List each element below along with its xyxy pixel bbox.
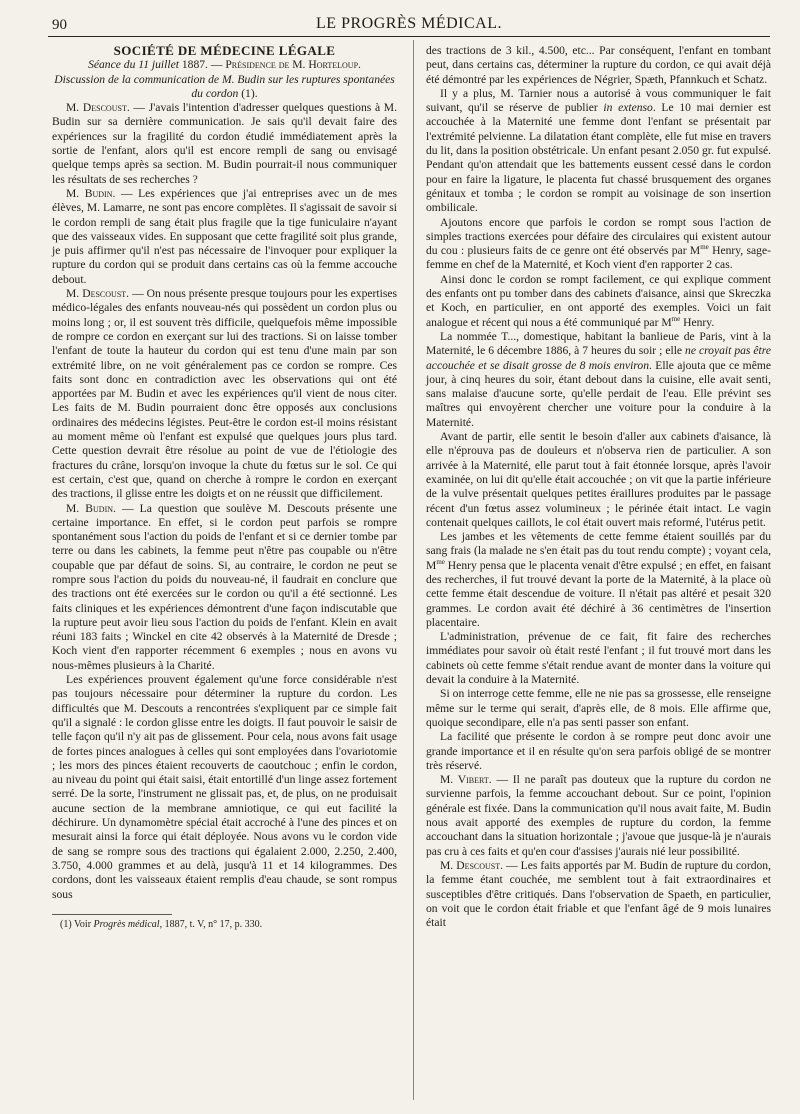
text-run: in extenso	[603, 101, 653, 115]
paragraph	[52, 502, 397, 674]
text-run: Les jambes et les vêtements de cette femme étaient souillés par du sang frais (la malade ne s'en était pas du tout rendu compte) ; voyant cela, M	[426, 530, 771, 572]
footnote-text-after: , 1887, t. V, n° 17, p. 330.	[159, 918, 263, 930]
paragraph-text: — On nous présente presque toujours pour les expertises médico-légales des enfants nouveau-nés qui possèdent un cordon plus ou moins long ; or, il est souvent très difficile, quelquefois même impossible de rompre ce cordon en exerçant sur lui des tractions. Si on laisse tomber l'enfant de toute la hauteur du cordon qui est tenu d'une main par son extrémité libre, on ne voit généralement pas ce cordon se rompre. Ces faits sont donc en contradiction avec les observations qui ont été apportées par M. Budin et avec les expériences qu'il vient de nous citer. Les faits de M. Budin pourraient donc être opposés aux conclusions ordinaires des médecins légistes. Peut-être le cordon est-il moins résistant au moment même où l'enfant est expulsé que quelques jours plus tard. Cette question devrait être résolue au point de vue de l'étiologie des fractures du crâne, lorsqu'on invoque la chute du fœtus sur le sol. Ce qui est certain, c'est que, quand on cherche à rompre le cordon en exerçant des tractions, il glisse entre les doigts et on ne réussit que difficilement.	[52, 287, 397, 501]
discussion-subtitle	[52, 73, 397, 102]
speaker-name: M. Descoust.	[66, 101, 130, 115]
paragraph	[52, 673, 397, 902]
section-title: SOCIÉTÉ DE MÉDECINE LÉGALE	[113, 43, 336, 58]
text-run: Si on interroge cette femme, elle ne nie pas sa grossesse, elle renseigne même sur le terme qui serait, d'après elle, de 8 mois. Elle affirme que, quoique secondipare, elle n'a pas senti passer son enfant.	[426, 687, 771, 729]
text-run: . Le 10 mai dernier est accouchée à la Maternité une femme dont l'enfant se présentait par l'extrémité pelvienne. La dilatation étant complète, elle fut mise en travers du lit, dans la position obstétricale. Un enfant pesant 2.050 gr. fut expulsé. Pendant qu'on attendait que les battements eussent cessé dans le cordon pour en faire la ligature, le placenta fut chassé brusquement des organes génitaux et tomba ; le cordon se rompit au voisinage de son insertion ombilicale.	[426, 101, 771, 215]
paragraph	[426, 216, 771, 273]
paragraph	[426, 773, 771, 859]
speaker-name: M. Budin.	[66, 186, 116, 200]
paragraph	[426, 87, 771, 216]
footnote-ref: (1).	[238, 86, 258, 100]
text-run: Henry.	[680, 315, 715, 329]
paragraph	[426, 430, 771, 530]
text-run: des tractions de 3 kil., 4.500, etc... Par conséquent, l'enfant en tombant peut, dans certains cas, déterminer la rupture du cordon, ce qui avait déjà été démontré par les expériences de Négrier, Spæth, Pfannkuch et Schatz.	[426, 44, 771, 86]
paragraph-text: — J'avais l'intention d'adresser quelques questions à M. Budin sur sa dernière communication. Je sais qu'il devait faire des expériences sur la fragilité du cordon étudié immédiatement après la sortie de l'enfant, alors qu'il est encore rempli de sang ou envisagé quelque temps après sa section. M. Budin pourrait-il nous communiquer les résultats de ses recherches ?	[52, 101, 397, 186]
text-run: Henry pensa que le placenta venait d'être expulsé ; en effet, en faisant des recherches, il fut trouvé devant la porte de la Maternité, à la place où cette femme était descendue de voiture. Il n'était pas altéré et pesait 320 grammes. Le cordon avait été déchiré à 36 centimètres de l'insertion placentaire.	[426, 558, 771, 629]
text-run: me	[700, 243, 709, 252]
footnote-rule	[52, 914, 172, 915]
text-run: La facilité que présente le cordon à se rompre peut donc avoir une grande importance et il en résulte qu'on sera parfois obligé de se montrer très réservé.	[426, 730, 771, 772]
speaker-name: M. Descoust.	[66, 287, 130, 301]
text-run: Ajoutons encore que parfois le cordon se rompt sous l'action de simples tractions exercées pour défaire des circulaires qui existent autour du cou : plusieurs faits de ce genre ont été observés par M	[426, 215, 771, 258]
speaker-name: M. Vibert.	[440, 773, 492, 787]
paragraph	[52, 101, 397, 187]
text-run: — Il ne paraît pas douteux que la rupture du cordon ne survienne parfois, la femme accouchant debout. Sur ce point, l'opinion générale est fixée. Dans la communication qu'il nous avait faite, M. Budin nous avait apporté des exemples de rupture du cordon, la femme accouchant dans la situation horizontale ; j'avoue que jusque-là je n'aurais pas cru à ces faits et qu'en cour d'assises j'aurais nié leur possibilité.	[426, 773, 771, 858]
text-run: L'administration, prévenue de ce fait, fit faire des recherches immédiates pour savoir où était resté l'enfant ; il fut trouvé mort dans les cabinets où cette femme s'était rendue avant de monter dans la voiture qui devait la conduire à la Maternité.	[426, 630, 771, 687]
session-year: 1887. —	[178, 58, 226, 72]
page-number: 90	[52, 17, 67, 33]
text-run: Avant de partir, elle sentit le besoin d'aller aux cabinets d'aisance, là elle n'éprouva pas de douleurs et n'observa rien de particulier. A son arrivée à la Maternité, elle parut tout à fait étonnée lorsque, après l'avoir examinée, on lui dit qu'elle était accouchée ; on vit que la partie inférieure de la vulve présentait quelques petites éraillures produites par le passage récent d'un fœtus assez volumineux ; le périnée était intact. Le vagin contenait quelques caillots, le col était ouvert mais reformé, l'utérus petit.	[426, 430, 771, 529]
text-run: — Les faits apportés par M. Budin de rupture du cordon, la femme étant couchée, me semblent tout à fait extraordinaires et susceptibles d'être critiqués. Dans l'observation de Spaeth, en particulier, on voit que le cordon était friable et que l'enfant âgé de 9 mois lunaires était	[426, 858, 771, 930]
text-run: La nommée T..., domestique, habitant la banlieue de Paris, vint à la Maternité, le 6 décembre 1886, à 7 heures du soir ; elle	[426, 329, 771, 358]
paragraph	[426, 530, 771, 630]
speaker-name: M. Descoust.	[440, 858, 504, 872]
text-run: me	[671, 314, 681, 323]
text-run: me	[436, 557, 445, 566]
paragraph-text: Les expériences prouvent également qu'une force considérable n'est pas toujours nécessaire pour déterminer la rupture du cordon. Les difficultés que M. Descouts a rencontrées s'expliquent par ce simple fait qu'il a signalé : le cordon glisse entre les doigts. Il faut pouvoir le saisir de telle façon qu'il n'y ait pas de glissement. Pour cela, nous avons fait usage de fortes pinces analogues à celles qui sont employées dans l'ovariotomie ; les mors des pinces étaient recouverts de caoutchouc ; enfin le cordon, au niveau du point qui était saisi, était entortillé d'un linge assez fortement serré. De la sorte, l'instrument ne glissait pas, et, de plus, on ne produisait aucune section de la membrane amniotique, ce qui eut facilité la déchirure. Un dynamomètre spécial était accroché à l'une des pinces et on mesurait ainsi la force qui était déployée. Nous avons vu le cordon vide de sang se rompre sous des tractions qui égalaient 2.000, 2.250, 2.400, 3.750, 4.000 grammes et au delà, jusqu'à 11 et 14 kilogrammes. Des cordons, dont les vaisseaux étaient remplis d'eau chaude, se sont rompus sous	[52, 673, 397, 901]
text-run: . Elle ajouta que ce même jour, à cinq heures du soir, étant debout dans la cuisine, elle avait senti, sans malaise d'aucune sorte, qu'elle perdait de l'eau. Elle prévint ses maîtres qui envoyèrent chercher une voiture pour la conduire à la Maternité.	[426, 358, 772, 429]
footnote-text-before: Voir	[71, 918, 94, 930]
paragraph	[52, 287, 397, 501]
text-run: Henry, sage-femme en chef de la Maternité, et Koch vient d'en rapporter 2 cas.	[426, 244, 771, 272]
footnote-journal: Progrès médical	[93, 918, 160, 930]
left-body	[52, 101, 397, 902]
paragraph	[426, 44, 771, 87]
paragraph	[426, 730, 771, 773]
footnote	[52, 919, 397, 931]
paragraph	[426, 330, 771, 430]
session-date: Séance du 11 juillet	[88, 58, 179, 72]
right-column	[426, 44, 771, 930]
paragraph	[426, 273, 771, 330]
speaker-name: M. Budin.	[66, 501, 116, 515]
paragraph-text: — Les expériences que j'ai entreprises avec un de mes élèves, M. Lamarre, ne sont pas encore complètes. Il s'agissait de savoir si le cordon rempli de sang était plus fragile que la tige funiculaire n'ayant que des vaisseaux vides. En supposant que cette fragilité soit plus grande, je puis affirmer qu'il n'est pas nécessaire de l'invoquer pour expliquer la rupture du cordon qui se produit dans certains cas où la femme accouche debout.	[52, 186, 397, 286]
footnote-number: (1)	[60, 918, 72, 930]
paragraph	[426, 630, 771, 687]
session-line	[52, 58, 397, 72]
presidence: Présidence de M. Horteloup.	[225, 58, 361, 72]
paragraph	[426, 687, 771, 730]
text-run: Ainsi donc le cordon se rompt facilement, ce qui explique comment des enfants ont pu tomber dans des cabinets d'aisance, ainsi que Skreczka et Koch, en particulier, en ont apporté des exemples. Voici un fait analogue et récent qui nous a été communiqué par M	[426, 272, 771, 329]
paragraph	[426, 859, 771, 930]
page-header	[48, 14, 770, 37]
text-run: Il y a plus, M. Tarnier nous a autorisé à vous communiquer le fait suivant, qu'il se réserve de publier	[426, 86, 771, 115]
paragraph	[52, 187, 397, 287]
paragraph-text: — La question que soulève M. Descouts présente une certaine importance. En effet, si le cordon peut parfois se rompre spontanément sous l'action du poids de l'enfant et si ce dernier tombe par terre ou dans les cabinets, la femme peut n'être pas coupable ou n'être coupable que par défaut de soins. Si, au contraire, le cordon ne peut se rompre sous l'action du poids du nouveau-né, il faudrait en conclure que des tractions ont été exercées sur le cordon ou qu'il a été sectionné. Les faits cliniques et les expériences démontrent d'une façon indiscutable que la rupture peut avoir lieu sous l'action du poids de l'enfant. Klein en avait réuni 183 faits ; Winckel en cite 42 observés à la Maternité de Dresde ; Koch vient d'en rapporter récemment 6 exemples ; nous en avons vu nous-mêmes plusieurs à la Charité.	[52, 501, 397, 672]
left-column	[52, 44, 397, 931]
column-divider	[413, 40, 414, 1100]
text-run: ne croyait pas être accouchée et se disait grosse de 8 mois environ	[426, 344, 771, 372]
discussion-title: Discussion de la communication de M. Budin sur les ruptures spontanées du cordon	[54, 72, 395, 100]
running-title: LE PROGRÈS MÉDICAL.	[316, 15, 502, 32]
